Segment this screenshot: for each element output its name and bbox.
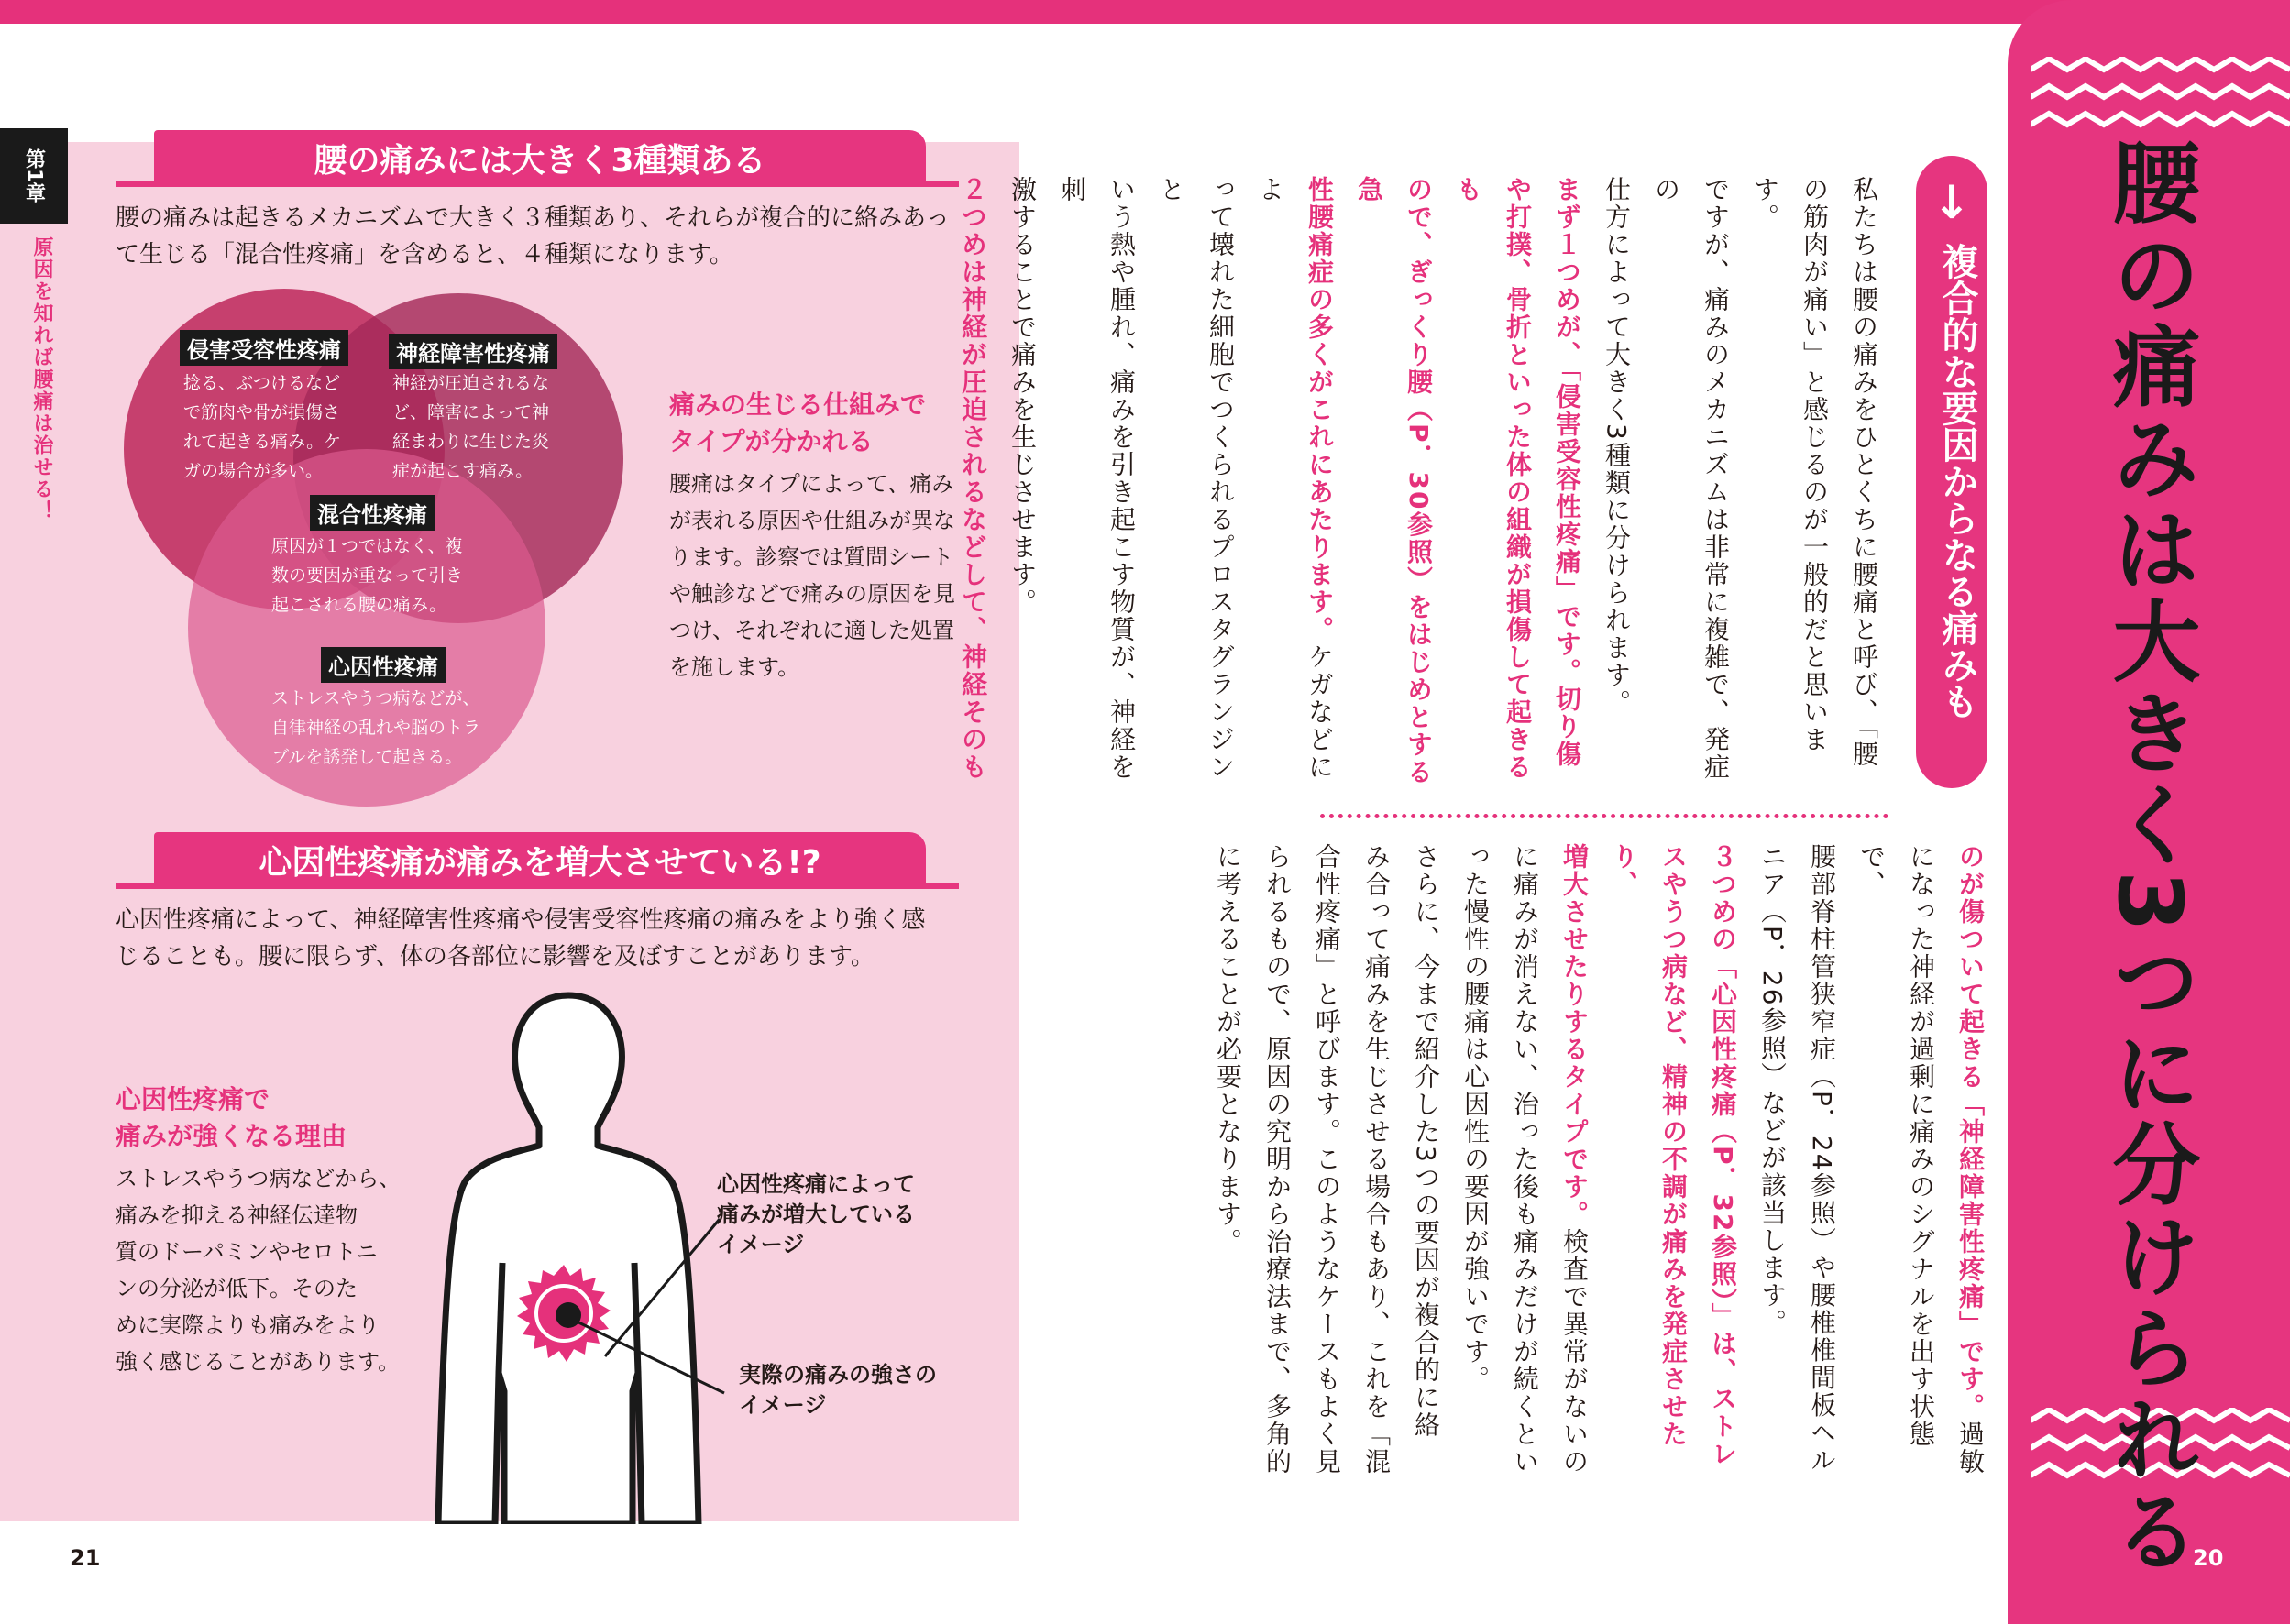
section1-heading: 腰の痛みには大きく3種類ある (154, 130, 926, 185)
side1-heading: 痛みの生じる仕組みで タイプが分かれる (669, 390, 927, 456)
section1-intro-line: 腰の痛みは起きるメカニズムで大きく３種類あり、それらが複合的に絡みあっ (116, 204, 950, 232)
section1-intro-line: て生じる「混合性疼痛」を含めると、４種類になります。 (116, 241, 733, 269)
subtitle-text: 複合的な要因からなる痛みも (1936, 243, 1978, 719)
chapter-tab: 第1章 (0, 128, 68, 224)
side1-body: 腰痛はタイプによって、痛み が表れる原因や仕組みが異な ります。診察では質問シート や触診などで痛みの原因を見 つけ、それぞれに適した処置 を施します。 (669, 471, 955, 680)
top-color-band (0, 0, 2290, 24)
page-number-right: 20 (2193, 1545, 2224, 1571)
venn-label-mixed: 混合性疼痛 (310, 495, 435, 531)
section2-heading: 心因性疼痛が痛みを増大させている!? (154, 832, 926, 887)
section2-heading-rule (116, 883, 959, 889)
subtitle-box (1916, 156, 1987, 788)
side2-body: ストレスやうつ病などから、 痛みを抑える神経伝達物 質のドーパミンやセロトニ ンの分泌が低下。そのた めに実際よりも痛みをより 強く感じることがあります。 (116, 1166, 402, 1375)
venn-text-psychogenic: ストレスやうつ病などが、 自律神経の乱れや脳のトラ ブルを誘発して起きる。 (271, 688, 481, 767)
section-divider (1320, 814, 1888, 818)
callout-actual: 実際の痛みの強さの イメージ (739, 1362, 937, 1418)
side2-heading: 心因性疼痛で 痛みが強くなる理由 (116, 1084, 347, 1151)
page-number-left: 21 (70, 1545, 101, 1571)
venn-label-nociceptive: 侵害受容性疼痛 (180, 330, 348, 366)
venn-label-psychogenic: 心因性疼痛 (321, 647, 446, 683)
callout-amplified: 心因性疼痛によって 痛みが増大している イメージ (717, 1171, 915, 1257)
callout-lines (550, 1191, 733, 1430)
down-arrow-icon: ↓ (1932, 176, 1971, 229)
section1-heading-rule (116, 181, 959, 187)
venn-text-nociceptive: 捻る、ぶつけるなど で筋肉や骨が損傷さ れて起きる痛み。ケ ガの場合が多い。 (183, 373, 342, 481)
body-text-lower: のが傷ついて起きる「神経障害性疼痛」です。過敏 になった神経が過剰に痛みのシグナルを出す状態で、 腰部脊柱管狭窄症（P．24参照）や腰椎椎間板ヘル ニア（P．26参照）などが該当します。 ３つめの「心因性疼痛（P．32参照）」は、ストレ スやうつ病など、精神の不調が痛みを発症させたり、 増大させたりするタイプです。検査で異常がないの に痛みが消えない、治った後も痛みだけが続くとい った慢性の腰痛は心因性の要因が強いです。 さらに、今まで紹介した3つの要因が複合的に絡 み合って痛みを生じさせる場合もあり、これを「混 合性疼痛」と呼びます。このようなケースもよく見 られるもので、原因の究明から治療法まで、多角的 に考えることが必要となります。 (1213, 843, 1986, 1476)
section1-intro (116, 200, 996, 273)
section2-body: 心因性疼痛によって、神経障害性疼痛や侵害受容性疼痛の痛みをより強く感 じることも。腰に限らず、体の各部位に影響を及ぼすことがあります。 (116, 906, 926, 971)
body-text-upper: 私たちは腰の痛みをひとくちに腰痛と呼び、「腰 の筋肉が痛い」と感じるのが一般的だと思います。 ですが、痛みのメカニズムは非常に複雑で、発症の 仕方によって大きく3種類に分けられます。 まず１つめが、「侵害受容性疼痛」です。切り傷 や打撲、骨折といった体の組織が損傷して起きるも ので、ぎっくり腰（P．30参照）をはじめとする急 性腰痛症の多くがこれにあたります。ケガなどによ って壊れた細胞でつくられるプロスタグランジンと いう熱や腫れ、痛みを引き起こす物質が、神経を刺 激することで痛みを生じさせます。 ２つめは神経が圧迫されるなどして、神経そのも (958, 176, 1879, 786)
venn-text-neuropathic: 神経が圧迫されるな ど、障害によって神 経まわりに生じた炎 症が起こす痛み。 (392, 373, 550, 481)
page-title: 腰の痛みは大きく3つに分けられる (2098, 137, 2201, 1577)
zigzag-decoration-top (2031, 57, 2290, 139)
chapter-subtitle: 原因を知れば腰痛は治せる！ (30, 236, 53, 522)
venn-label-neuropathic: 神経障害性疼痛 (389, 334, 557, 369)
venn-text-mixed: 原因が１つではなく、複 数の要因が重なって引き 起こされる腰の痛み。 (271, 536, 464, 615)
